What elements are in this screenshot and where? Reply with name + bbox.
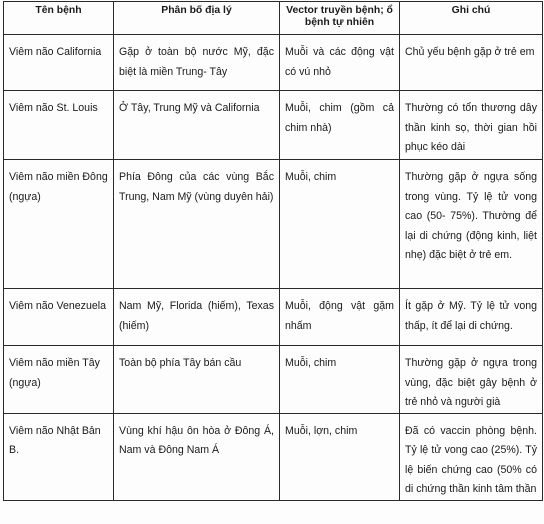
cell-disease: Viêm não Venezuela [9, 300, 106, 312]
cell-disease: Viêm não Nhật Bản B. [9, 424, 101, 456]
cell-geography: Nam Mỹ, Florida (hiếm), Texas (hiếm) [119, 300, 274, 332]
table-row [4, 35, 543, 91]
cell-vector: Muỗi và các động vật có vú nhỏ [285, 46, 394, 78]
header-vector: Vector truyền bệnh; ổ bệnh tự nhiên [280, 2, 400, 35]
cell-vector: Muỗi, chim [285, 171, 337, 183]
cell-vector: Muỗi, động vật gặm nhấm [285, 300, 394, 332]
cell-vector: Muỗi, chim [285, 357, 337, 369]
cell-vector: Muỗi, chim (gồm cả chim nhà) [285, 102, 394, 134]
header-disease: Tên bệnh [4, 2, 114, 35]
header-geography: Phân bố địa lý [114, 2, 280, 35]
header-note: Ghi chú [400, 2, 543, 35]
table-row [4, 289, 543, 346]
cell-geography: Toàn bộ phía Tây bán cầu [119, 357, 242, 369]
cell-note: Thường gặp ở ngựa trong vùng, đặc biệt gây bệnh ở trẻ nhỏ và người già [405, 357, 537, 408]
table-row [4, 346, 543, 414]
cell-geography: Phía Đông của các vùng Bắc Trung, Nam Mỹ (vùng duyên hải) [119, 171, 274, 203]
cell-note: Thường gặp ở ngựa sống trong vùng. Tỷ lệ tử vong cao (50- 75%). Thường để lại di chứng (động kinh, liệt nhẹ) đặc biệt ở trẻ em. [405, 171, 537, 261]
cell-geography: Ở Tây, Trung Mỹ và California [119, 102, 260, 114]
cell-disease: Viêm não California [9, 46, 102, 58]
table-row [4, 160, 543, 289]
cell-note: Ít gặp ở Mỹ. Tỷ lệ tử vong thấp, ít để lại di chứng. [405, 300, 537, 332]
table-row [4, 413, 543, 500]
cell-note: Thường có tổn thương dây thần kinh sọ, thời gian hồi phục kéo dài [405, 102, 537, 153]
cell-geography: Vùng khí hậu ôn hòa ở Đông Á, Nam và Đông Nam Á [119, 424, 274, 456]
table-header-row [4, 2, 543, 35]
cell-geography: Gặp ở toàn bộ nước Mỹ, đặc biệt là miền Trung- Tây [119, 46, 274, 78]
cell-disease: Viêm não St. Louis [9, 102, 98, 114]
table-row [4, 91, 543, 160]
disease-table [3, 1, 543, 501]
cell-disease: Viêm não miền Tây (ngựa) [9, 357, 100, 389]
cell-vector: Muỗi, lợn, chim [285, 424, 358, 437]
cell-disease: Viêm não miền Đông (ngựa) [9, 171, 108, 203]
cell-note: Đã có vaccin phòng bệnh. Tỷ lệ tử vong cao (25%). Tỷ lệ biến chứng cao (50% có di chứng thần kinh tâm thần [405, 424, 537, 495]
cell-note: Chủ yếu bệnh gặp ở trẻ em [405, 46, 535, 58]
